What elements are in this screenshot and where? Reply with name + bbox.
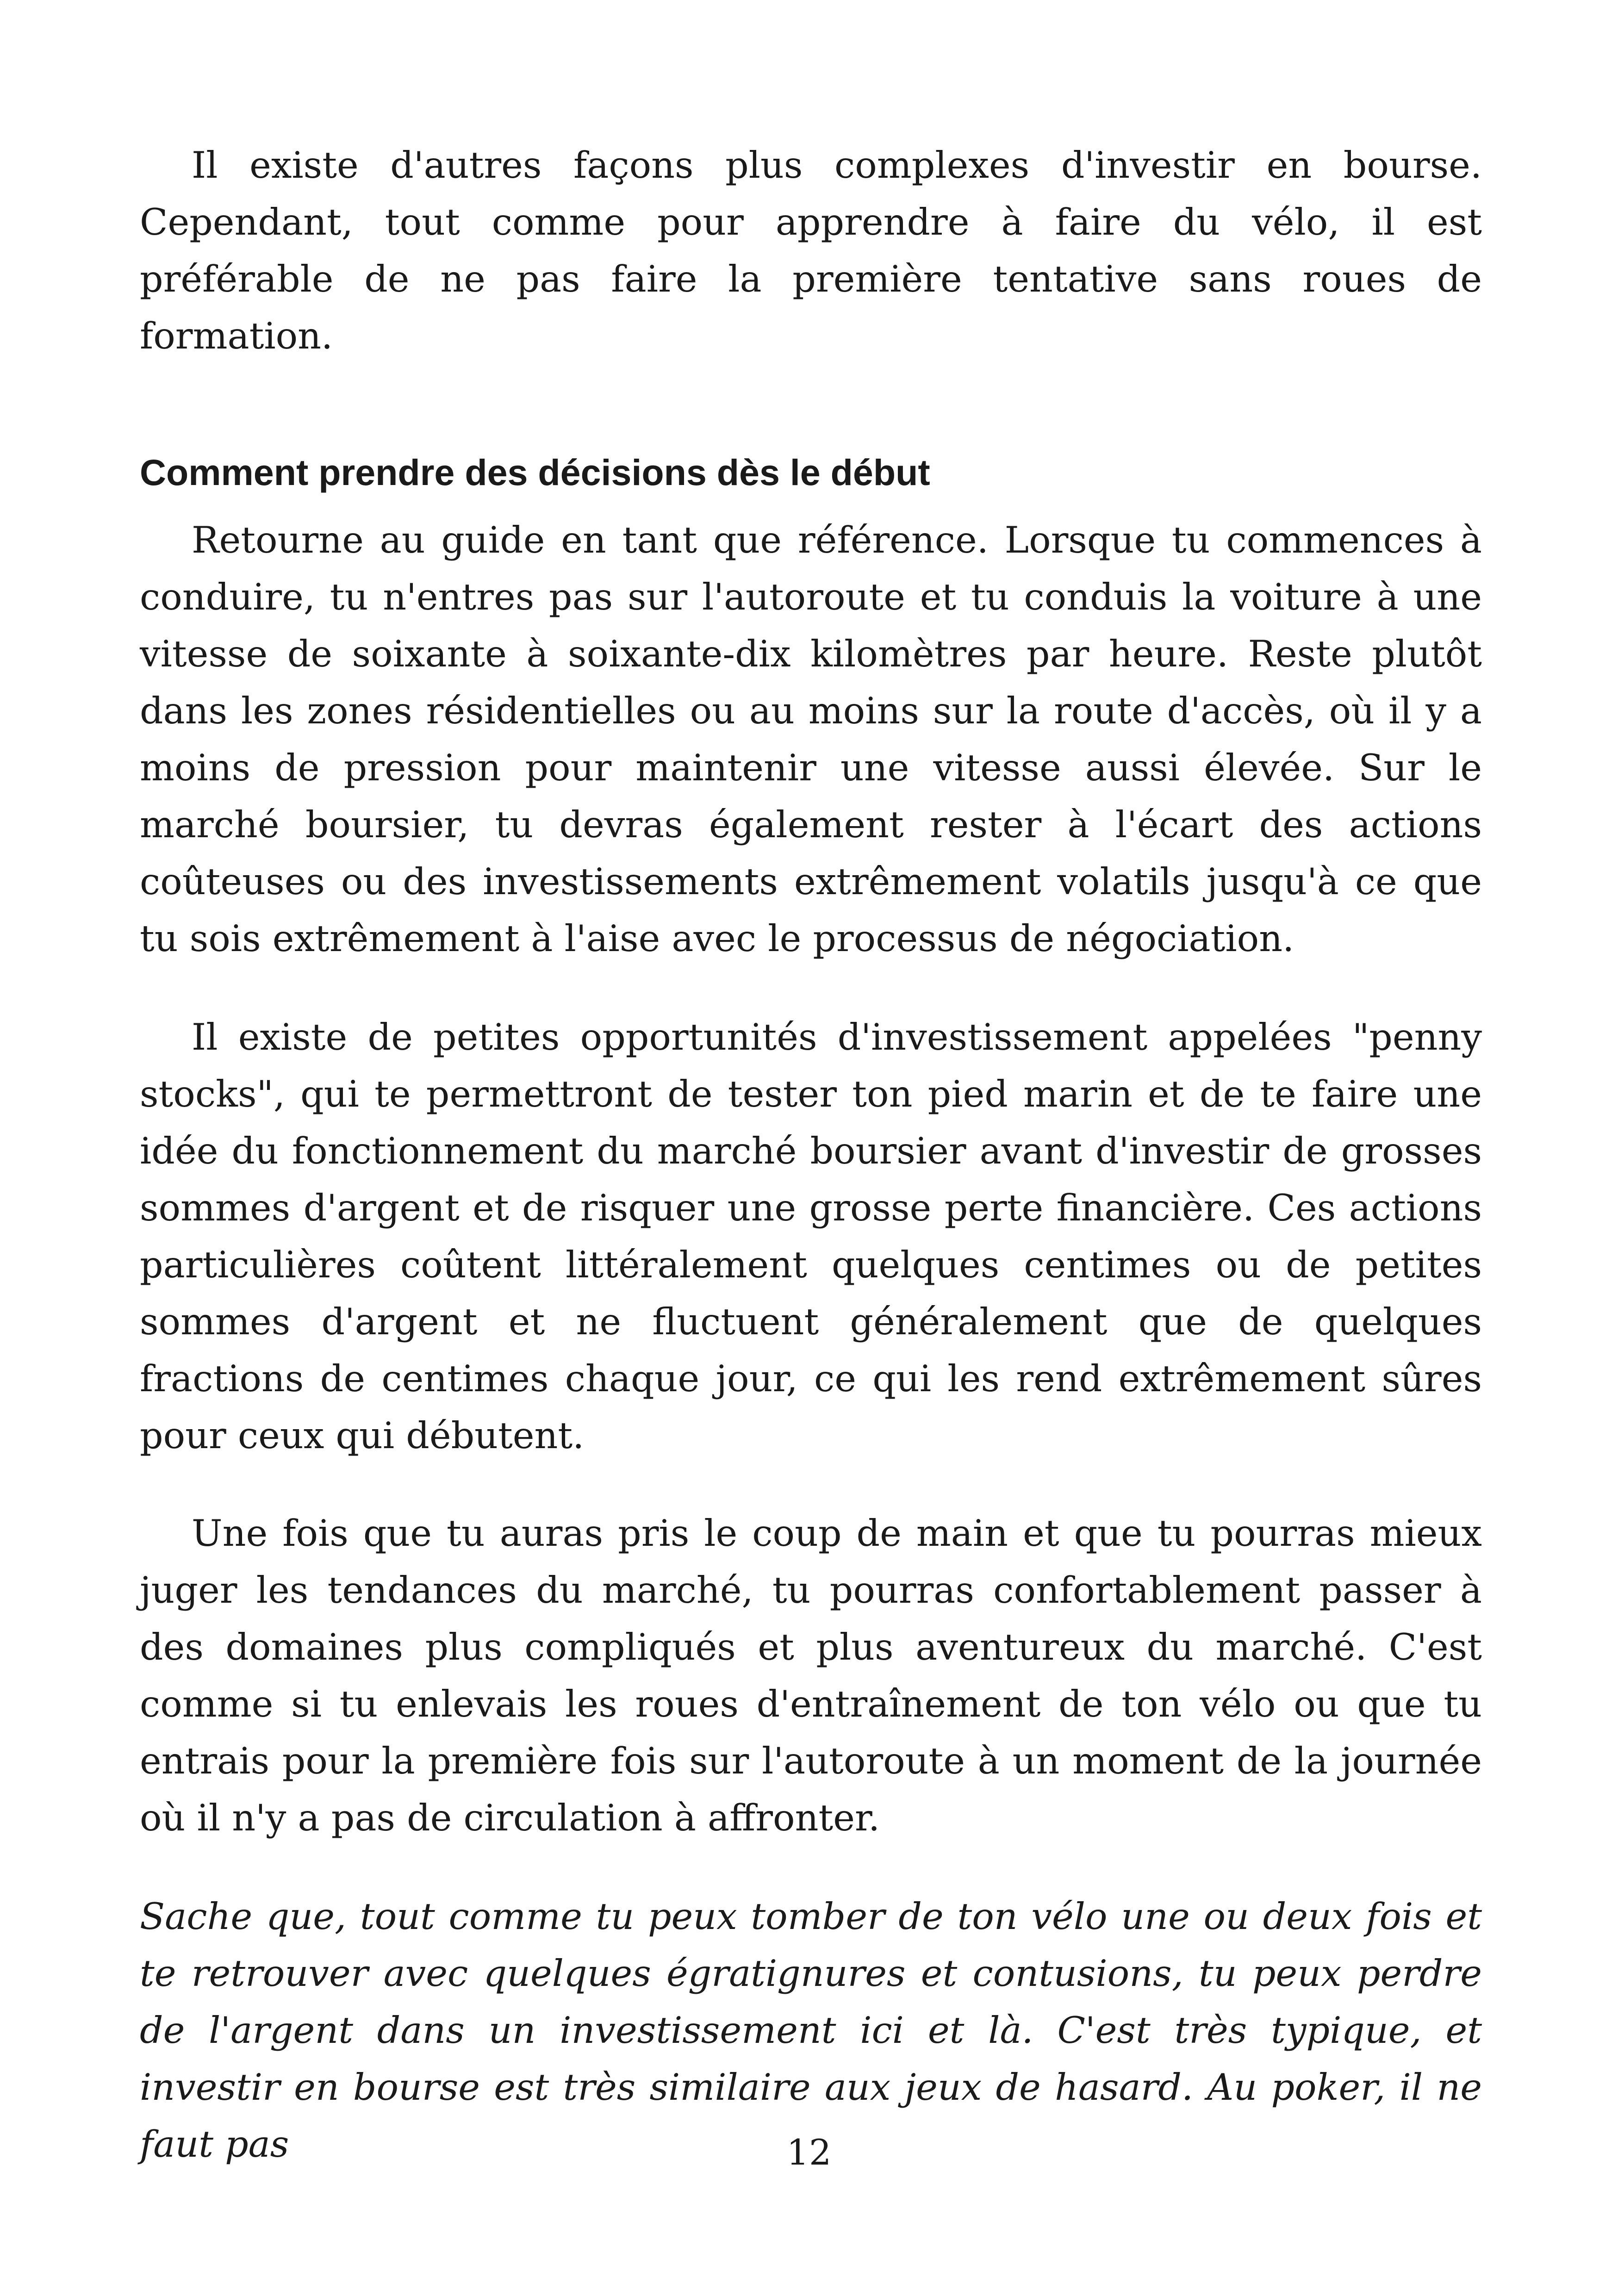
paragraph-guide: Retourne au guide en tant que référence. Lorsque tu commences à conduire, tu n'entres pas sur l'autoroute et tu conduis la voiture à une vitesse de soixante à soixante-dix kilomètres par heure. Reste plutôt dans les zones résidentielles ou au moins sur la route d'accès, où il y a moins de pression pour maintenir une vitesse aussi élevée. Sur le marché boursier, tu devras également rester à l'écart des actions coûteuses ou des investissements extrêmement volatils jusqu'à ce que tu sois extrêmement à l'aise avec le processus de négociation. <box>140 519 1482 960</box>
paragraph-italic-note: Sache que, tout comme tu peux tomber de ton vélo une ou deux fois et te retrouver avec quelques égratignures et contusions, tu peux perdre de l'argent dans un investissement ici et là. C'est très typique, et investir en bourse est très similaire aux jeux de hasard. Au poker, il ne faut pas <box>140 1895 1482 2165</box>
paragraph-penny-stocks: Il existe de petites opportunités d'investissement appelées "penny stocks", qui te permettront de tester ton pied marin et de te faire une idée du fonctionnement du marché boursier avant d'investir de grosses sommes d'argent et de risquer une grosse perte financière. Ces actions particulières coûtent littéralement quelques centimes ou de petites sommes d'argent et ne fluctuent généralement que de quelques fractions de centimes chaque jour, ce qui les rend extrêmement sûres pour ceux qui débutent. <box>140 1016 1482 1457</box>
page-number: 12 <box>786 2132 832 2173</box>
paragraph-market-trends: Une fois que tu auras pris le coup de main et que tu pourras mieux juger les tendances du marché, tu pourras confortablement passer à des domaines plus compliqués et plus aventureux du marché. C'est comme si tu enlevais les roues d'entraînement de ton vélo ou que tu entrais pour la première fois sur l'autoroute à un moment de la journée où il n'y a pas de circulation à affronter. <box>140 1512 1482 1839</box>
paragraph-intro: Il existe d'autres façons plus complexes d'investir en bourse. Cependant, tout comme pour apprendre à faire du vélo, il est préférable de ne pas faire la première tentative sans roues de formation. <box>140 144 1482 357</box>
section-heading: Comment prendre des décisions dès le début <box>140 452 930 493</box>
